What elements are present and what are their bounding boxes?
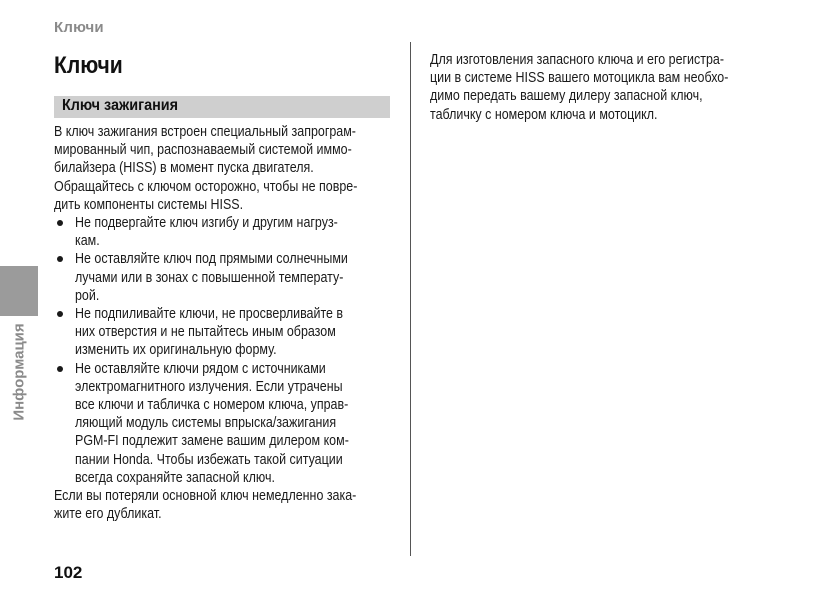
text-line: PGM-FI подлежит замене вашим дилером ком- [75, 433, 349, 450]
list-item [54, 305, 390, 360]
list-item [54, 250, 390, 305]
precautions-list [54, 214, 390, 487]
section-title: Ключ зажигания [62, 97, 179, 114]
text-line: Если вы потеряли основной ключ немедленно зака- [54, 488, 357, 505]
text-line: Для изготовления запасного ключа и его регистра- [430, 52, 724, 68]
text-line: мированный чип, распознаваемый системой иммо- [54, 142, 352, 159]
left-column [54, 123, 390, 523]
closing-paragraph [54, 487, 390, 523]
text-line: кам. [75, 233, 100, 250]
text-line: ции в системе HISS вашего мотоцикла вам необхо- [430, 70, 729, 87]
text-line: них отверстия и не пытайтесь иным образом [75, 324, 336, 341]
list-item [54, 214, 390, 250]
intro-paragraph [54, 123, 390, 214]
bullet-icon [57, 311, 63, 317]
text-line: Обращайтесь с ключом осторожно, чтобы не повре- [54, 178, 358, 195]
text-line: табличку с номером ключа и мотоцикл. [430, 106, 658, 123]
text-line: Не подпиливайте ключи, не просверливайте в [75, 306, 344, 323]
list-item [54, 360, 390, 487]
side-tab-marker [0, 266, 38, 316]
page-number: 102 [54, 563, 83, 582]
right-column [430, 51, 775, 124]
text-line: Не оставляйте ключ под прямыми солнечными [75, 251, 348, 268]
running-head: Ключи [54, 19, 104, 36]
side-tab-label: Информация [10, 323, 28, 421]
text-line: Не оставляйте ключи рядом с источниками [75, 360, 326, 377]
bullet-icon [57, 366, 63, 372]
text-line: все ключи и табличка с номером ключа, управ- [75, 397, 349, 414]
text-line: В ключ зажигания встроен специальный запрограм- [54, 124, 356, 140]
text-line: билайзера (HISS) в момент пуска двигателя. [54, 160, 314, 177]
text-line: жите его дубликат. [54, 506, 162, 523]
bullet-icon [57, 220, 63, 226]
column-divider [410, 42, 411, 556]
text-line: электромагнитного излучения. Если утрачены [75, 378, 343, 395]
section-header-bar [54, 96, 390, 118]
text-line: дить компоненты системы HISS. [54, 196, 244, 213]
bullet-icon [57, 256, 63, 262]
text-line: лучами или в зонах с повышенной температу- [75, 269, 344, 286]
text-line: всегда сохраняйте запасной ключ. [75, 469, 275, 486]
text-line: пании Honda. Чтобы избежать такой ситуации [75, 451, 343, 468]
text-line: Не подвергайте ключ изгибу и другим нагруз- [75, 215, 338, 232]
page-title: Ключи [54, 52, 123, 79]
text-line: изменить их оригинальную форму. [75, 342, 277, 359]
text-line: димо передать вашему дилеру запасной ключ, [430, 88, 703, 105]
text-line: рой. [75, 287, 100, 304]
text-line: ляющий модуль системы впрыска/зажигания [75, 415, 337, 432]
